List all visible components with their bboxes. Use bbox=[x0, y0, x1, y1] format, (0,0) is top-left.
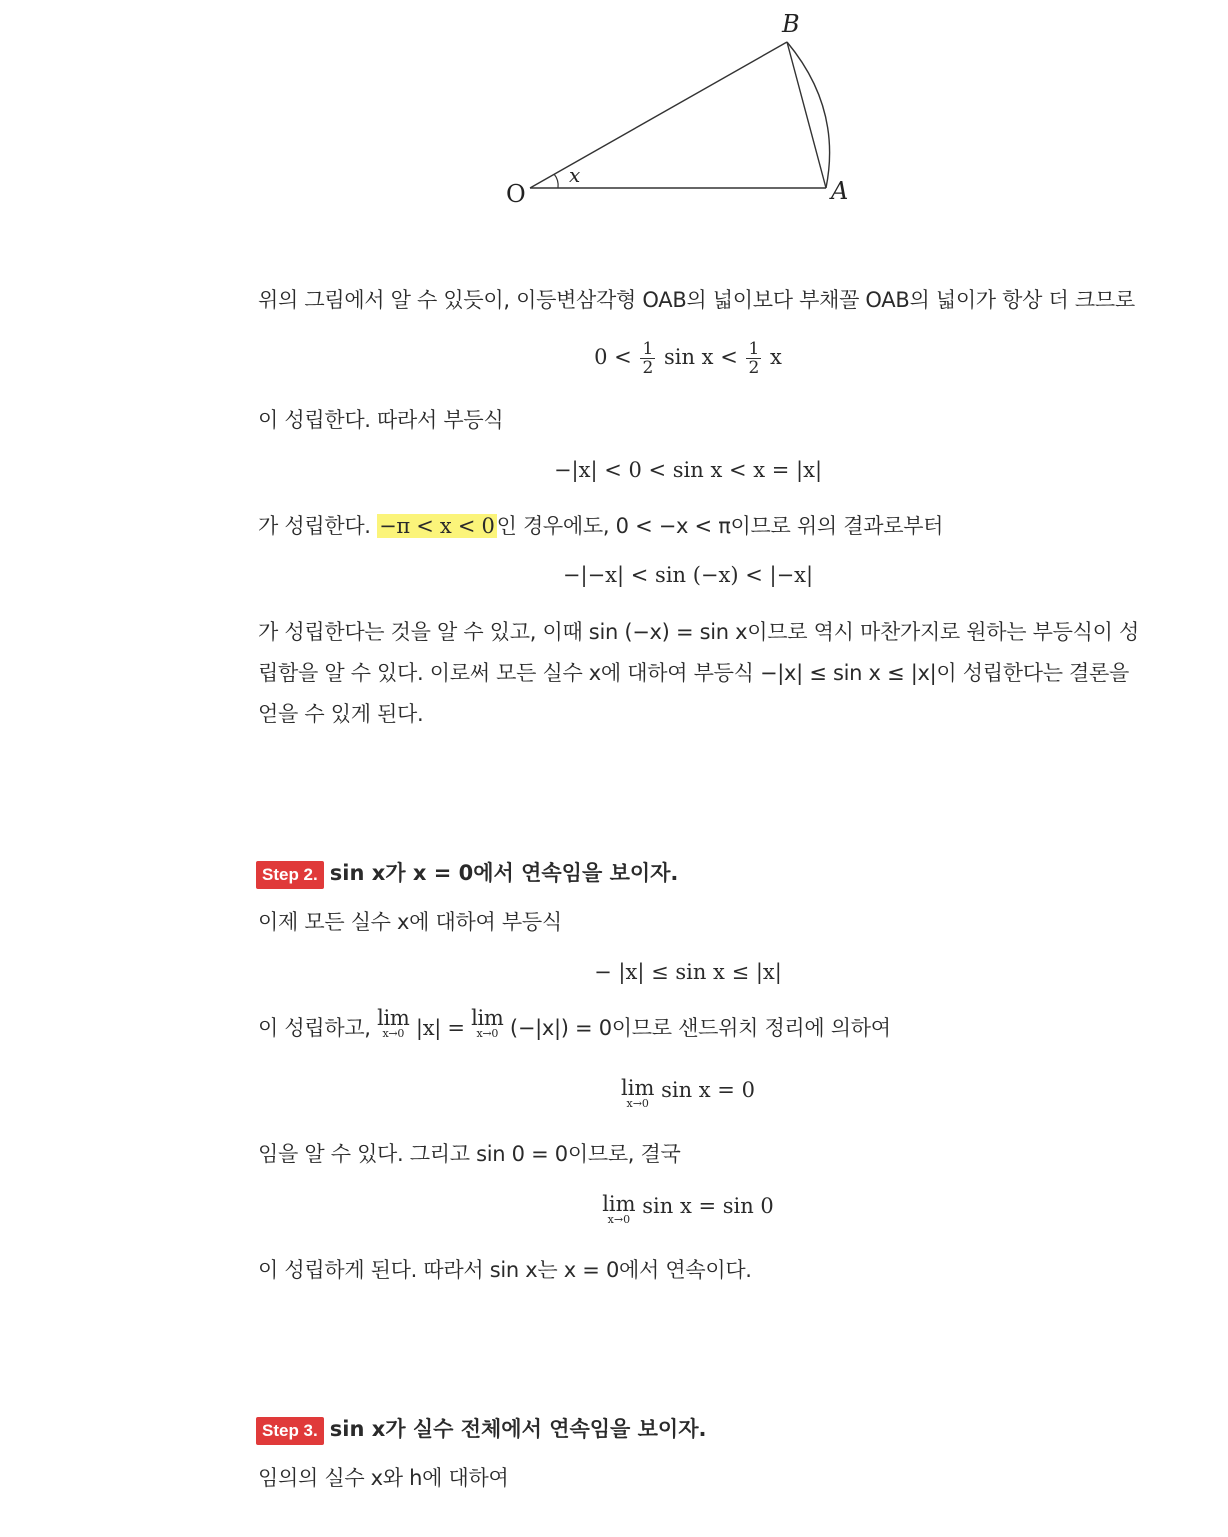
equation-6 bbox=[258, 1194, 1118, 1226]
limit-2-word: lim bbox=[471, 1006, 504, 1030]
label-O: O bbox=[506, 180, 526, 208]
sector-figure bbox=[480, 0, 880, 215]
step-3-badge: Step 3. bbox=[256, 1417, 324, 1445]
eq6-lim-sub: x→0 bbox=[607, 1213, 631, 1226]
paragraph-1: 위의 그림에서 알 수 있듯이, 이등변삼각형 OAB의 넓이보다 부채꼴 OAB의 넓이가 항상 더 크므로 bbox=[258, 288, 1135, 312]
equation-5 bbox=[258, 1078, 1118, 1110]
label-B: B bbox=[782, 10, 800, 38]
paragraph-9: 임의의 실수 x와 h에 대하여 bbox=[258, 1466, 509, 1490]
paragraph-4-line-2: 립함을 알 수 있다. 이로써 모든 실수 x에 대하여 부등식 −|x| ≤ sin x ≤ |x|이 성립한다는 결론을 bbox=[258, 661, 1130, 685]
equation-3: −|−x| < sin (−x) < |−x| bbox=[562, 563, 814, 587]
eq6-limit bbox=[602, 1194, 635, 1226]
eq6-lim-word: lim bbox=[602, 1192, 636, 1216]
fraction-half-2 bbox=[746, 340, 761, 377]
label-A: A bbox=[831, 177, 849, 205]
p3-b: 인 경우에도, 0 < −x < π이므로 위의 결과로부터 bbox=[496, 514, 944, 538]
angle-arc bbox=[554, 174, 558, 188]
limit-1 bbox=[377, 1008, 409, 1040]
eq5-rest: sin x = 0 bbox=[661, 1078, 755, 1102]
step-3-title: sin x가 실수 전체에서 연속임을 보이자. bbox=[329, 1417, 707, 1441]
p6-b: (−|x|) = 0이므로 샌드위치 정리에 의하여 bbox=[509, 1016, 891, 1040]
eq6-rest: sin x = sin 0 bbox=[642, 1194, 774, 1218]
step-2-title: sin x가 x = 0에서 연속임을 보이자. bbox=[329, 861, 679, 885]
limit-2-sub: x→0 bbox=[476, 1027, 499, 1040]
p6-a: 이 성립하고, bbox=[258, 1016, 371, 1040]
eq5-limit bbox=[621, 1078, 654, 1110]
equation-4: − |x| ≤ sin x ≤ |x| bbox=[594, 960, 782, 984]
p6-mid: |x| = bbox=[415, 1016, 465, 1040]
step-2-badge: Step 2. bbox=[256, 861, 324, 889]
eq1-mid: sin x < bbox=[663, 345, 738, 369]
paragraph-3 bbox=[258, 506, 1118, 546]
eq1-num2: 1 bbox=[748, 339, 760, 359]
eq1-den2: 2 bbox=[748, 358, 760, 378]
step-2-heading bbox=[256, 857, 678, 889]
equation-1 bbox=[258, 340, 1118, 377]
paragraph-4-line-3: 얻을 수 있게 된다. bbox=[258, 702, 424, 726]
limit-1-sub: x→0 bbox=[382, 1027, 405, 1040]
paragraph-8: 이 성립하게 된다. 따라서 sin x는 x = 0에서 연속이다. bbox=[258, 1258, 752, 1282]
paragraph-7: 임을 알 수 있다. 그리고 sin 0 = 0이므로, 결국 bbox=[258, 1142, 681, 1166]
eq5-lim-sub: x→0 bbox=[626, 1097, 649, 1110]
limit-1-word: lim bbox=[377, 1006, 410, 1030]
limit-2 bbox=[471, 1008, 503, 1040]
paragraph-6 bbox=[258, 1008, 1118, 1048]
paragraph-5: 이제 모든 실수 x에 대하여 부등식 bbox=[258, 910, 562, 934]
p3-a: 가 성립한다. bbox=[258, 514, 371, 538]
eq1-num1: 1 bbox=[642, 339, 654, 359]
paragraph-2: 이 성립한다. 따라서 부등식 bbox=[258, 408, 504, 432]
eq1-den1: 2 bbox=[642, 358, 654, 378]
eq5-lim-word: lim bbox=[621, 1076, 655, 1100]
step-3-heading bbox=[256, 1413, 706, 1445]
fraction-half-1 bbox=[640, 340, 655, 377]
segment-AB bbox=[787, 42, 826, 188]
equation-2: −|x| < 0 < sin x < x = |x| bbox=[553, 458, 823, 482]
highlighted-condition: −π < x < 0 bbox=[379, 514, 495, 538]
eq1-right: x bbox=[770, 345, 782, 369]
eq1-left: 0 < bbox=[594, 345, 632, 369]
paragraph-4-line-1: 가 성립한다는 것을 알 수 있고, 이때 sin (−x) = sin x이므로 역시 마찬가지로 원하는 부등식이 성 bbox=[258, 620, 1139, 644]
label-x-angle: x bbox=[569, 163, 581, 187]
